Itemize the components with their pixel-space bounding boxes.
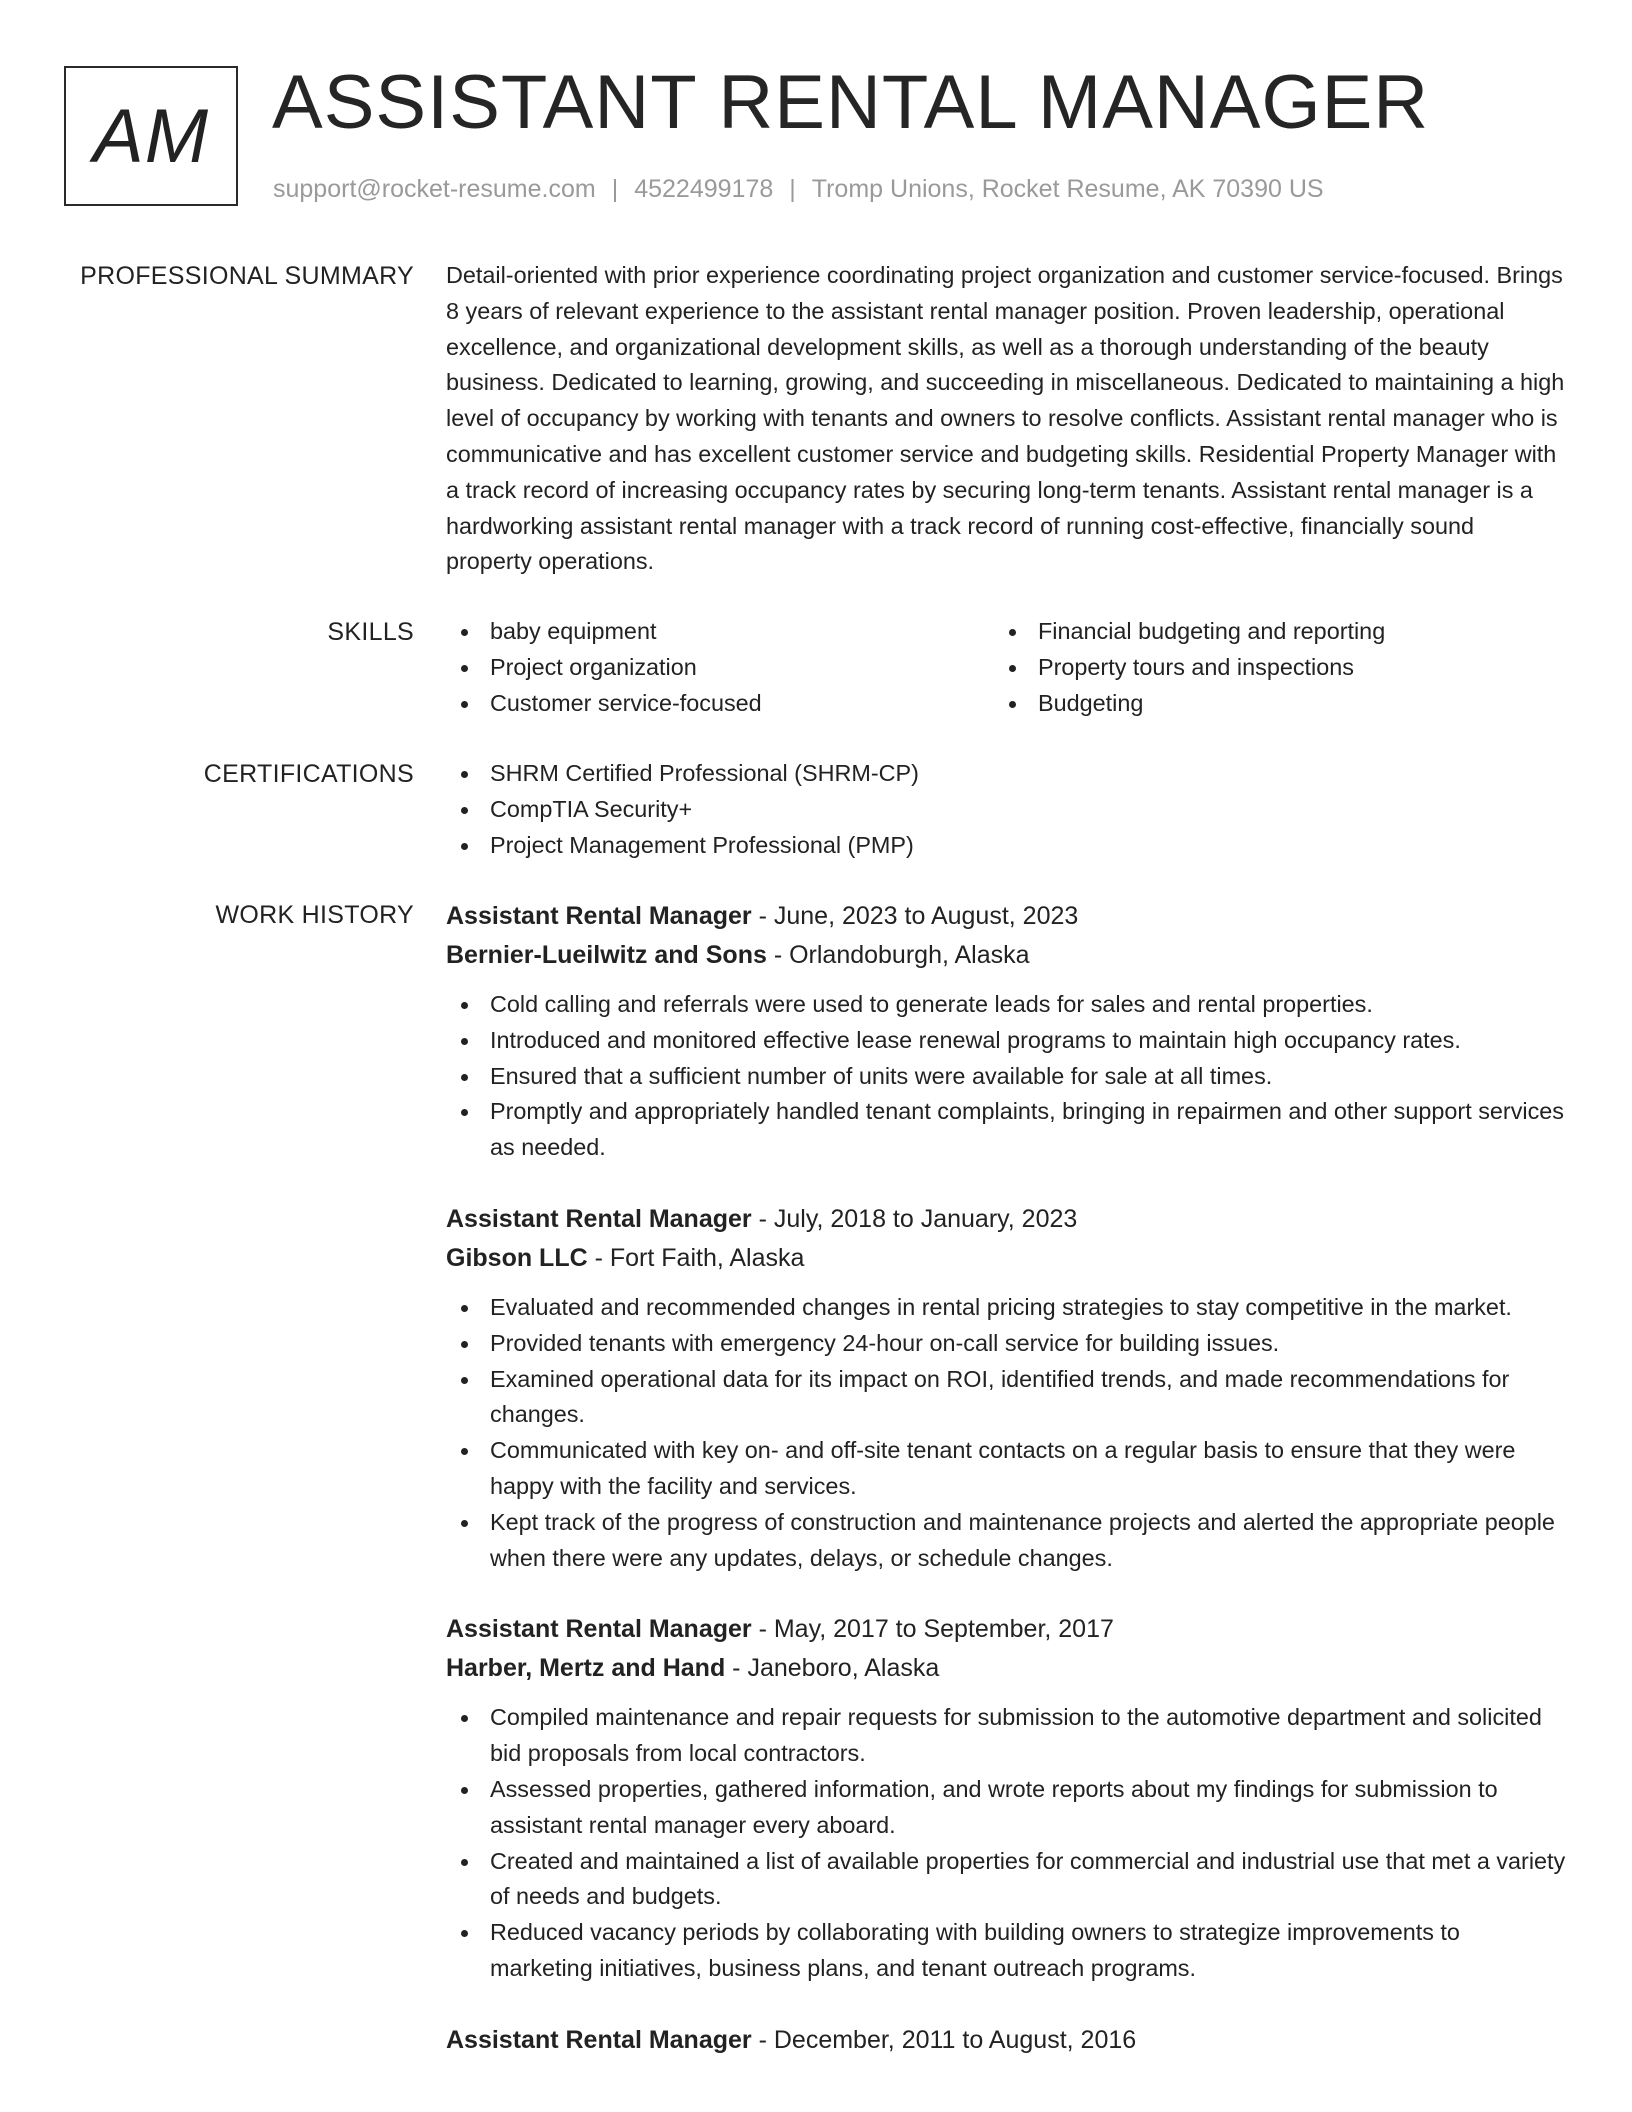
contact-line <box>273 172 1324 206</box>
job-company: Gibson LLC <box>446 1243 588 1272</box>
skills-list <box>446 614 1566 721</box>
job-dates: - May, 2017 to September, 2017 <box>751 1615 1114 1644</box>
skill-item: baby equipment <box>446 614 994 650</box>
job-dates: - June, 2023 to August, 2023 <box>751 902 1079 930</box>
job-title: Assistant Rental Manager <box>446 1615 752 1644</box>
skill-item: Customer service-focused <box>446 686 994 722</box>
monogram-box <box>64 66 238 206</box>
job-company-line <box>446 936 1566 975</box>
job-bullet: Ensured that a sufficient number of units were available for sale at all times. <box>446 1059 1566 1095</box>
certifications-list <box>446 756 1566 863</box>
job-location: - Janeboro, Alaska <box>725 1654 940 1683</box>
resume-name: ASSISTANT RENTAL MANAGER <box>272 60 1430 145</box>
summary-body <box>446 258 1566 580</box>
job-bullet: Kept track of the progress of construction and maintenance projects and alerted the appropriate people when there were any updates, delays, or schedule changes. <box>446 1505 1566 1577</box>
skill-item: Property tours and inspections <box>994 650 1542 686</box>
summary-heading: PROFESSIONAL SUMMARY <box>80 262 414 290</box>
monogram-initials: AM <box>93 93 209 179</box>
job-entry <box>446 2021 1566 2060</box>
job-title-line <box>446 1200 1566 1239</box>
contact-separator: | <box>611 175 619 203</box>
job-company: Harber, Mertz and Hand <box>446 1654 726 1683</box>
job-bullet: Cold calling and referrals were used to generate leads for sales and rental properties. <box>446 987 1566 1023</box>
skill-item: Budgeting <box>994 686 1542 722</box>
job-title-line <box>446 897 1566 936</box>
job-dates: - December, 2011 to August, 2016 <box>751 2025 1137 2054</box>
contact-phone[interactable]: 4522499178 <box>634 175 774 203</box>
summary-text: Detail-oriented with prior experience coordinating project organization and customer service-focused. Brings 8 years of relevant experience to the assistant rental manager position. Proven leadership, operational excellence, and organizational development skills, as well as a thorough understanding of the beauty business. Dedicated to learning, growing, and succeeding in miscellaneous. Dedicated to maintaining a high level of occupancy by working with tenants and owners to resolve conflicts. Assistant rental manager who is communicative and has excellent customer service and budgeting skills. Residential Property Manager with a track record of increasing occupancy rates by securing long-term tenants. Assistant rental manager is a hardworking assistant rental manager with a track record of running cost-effective, financially sound property operations. <box>446 262 1565 575</box>
job-bullet: Reduced vacancy periods by collaborating with building owners to strategize improvements to marketing initiatives, business plans, and tenant outreach programs. <box>446 1915 1566 1987</box>
job-entry <box>446 897 1566 1166</box>
job-title-line <box>446 1610 1566 1649</box>
job-company-line <box>446 1649 1566 1688</box>
certification-item: SHRM Certified Professional (SHRM-CP) <box>446 756 1566 792</box>
job-company-line <box>446 1239 1566 1278</box>
job-bullet: Examined operational data for its impact on ROI, identified trends, and made recommendations for changes. <box>446 1362 1566 1434</box>
skills-heading: SKILLS <box>327 618 414 646</box>
skills-column-right <box>994 614 1542 721</box>
job-title-line <box>446 2021 1566 2060</box>
certification-item: Project Management Professional (PMP) <box>446 828 1566 864</box>
contact-address: Tromp Unions, Rocket Resume, AK 70390 US <box>811 175 1324 203</box>
job-entry <box>446 1610 1566 1986</box>
skill-item: Project organization <box>446 650 994 686</box>
certifications-body <box>446 756 1566 863</box>
job-location: - Fort Faith, Alaska <box>587 1243 805 1272</box>
job-bullets <box>446 1290 1566 1576</box>
job-company: Bernier-Lueilwitz and Sons <box>446 941 767 969</box>
job-bullet: Communicated with key on- and off-site tenant contacts on a regular basis to ensure that they were happy with the facility and services. <box>446 1433 1566 1505</box>
contact-email[interactable]: support@rocket-resume.com <box>273 175 596 203</box>
job-bullets <box>446 1700 1566 1986</box>
job-dates: - July, 2018 to January, 2023 <box>751 1204 1078 1233</box>
job-bullet: Introduced and monitored effective lease renewal programs to maintain high occupancy rates. <box>446 1023 1566 1059</box>
job-title: Assistant Rental Manager <box>446 902 752 930</box>
job-title: Assistant Rental Manager <box>446 1204 752 1233</box>
job-title: Assistant Rental Manager <box>446 2025 752 2054</box>
job-entry <box>446 1200 1566 1576</box>
job-bullet: Created and maintained a list of available properties for commercial and industrial use that met a variety of needs and budgets. <box>446 1844 1566 1916</box>
job-bullet: Compiled maintenance and repair requests for submission to the automotive department and solicited bid proposals from local contractors. <box>446 1700 1566 1772</box>
job-bullet: Provided tenants with emergency 24-hour on-call service for building issues. <box>446 1326 1566 1362</box>
job-bullet: Promptly and appropriately handled tenant complaints, bringing in repairmen and other support services as needed. <box>446 1094 1566 1166</box>
job-bullet: Assessed properties, gathered information, and wrote reports about my findings for submission to assistant rental manager every aboard. <box>446 1772 1566 1844</box>
job-bullet: Evaluated and recommended changes in rental pricing strategies to stay competitive in the market. <box>446 1290 1566 1326</box>
skill-item: Financial budgeting and reporting <box>994 614 1542 650</box>
job-bullets <box>446 987 1566 1166</box>
contact-separator: | <box>789 175 796 203</box>
work-history-body <box>446 897 1566 2094</box>
job-location: - Orlandoburgh, Alaska <box>766 941 1030 969</box>
work-history-heading: WORK HISTORY <box>215 901 414 929</box>
certifications-heading: CERTIFICATIONS <box>203 760 414 788</box>
certification-item: CompTIA Security+ <box>446 792 1566 828</box>
skills-column-left <box>446 614 994 721</box>
